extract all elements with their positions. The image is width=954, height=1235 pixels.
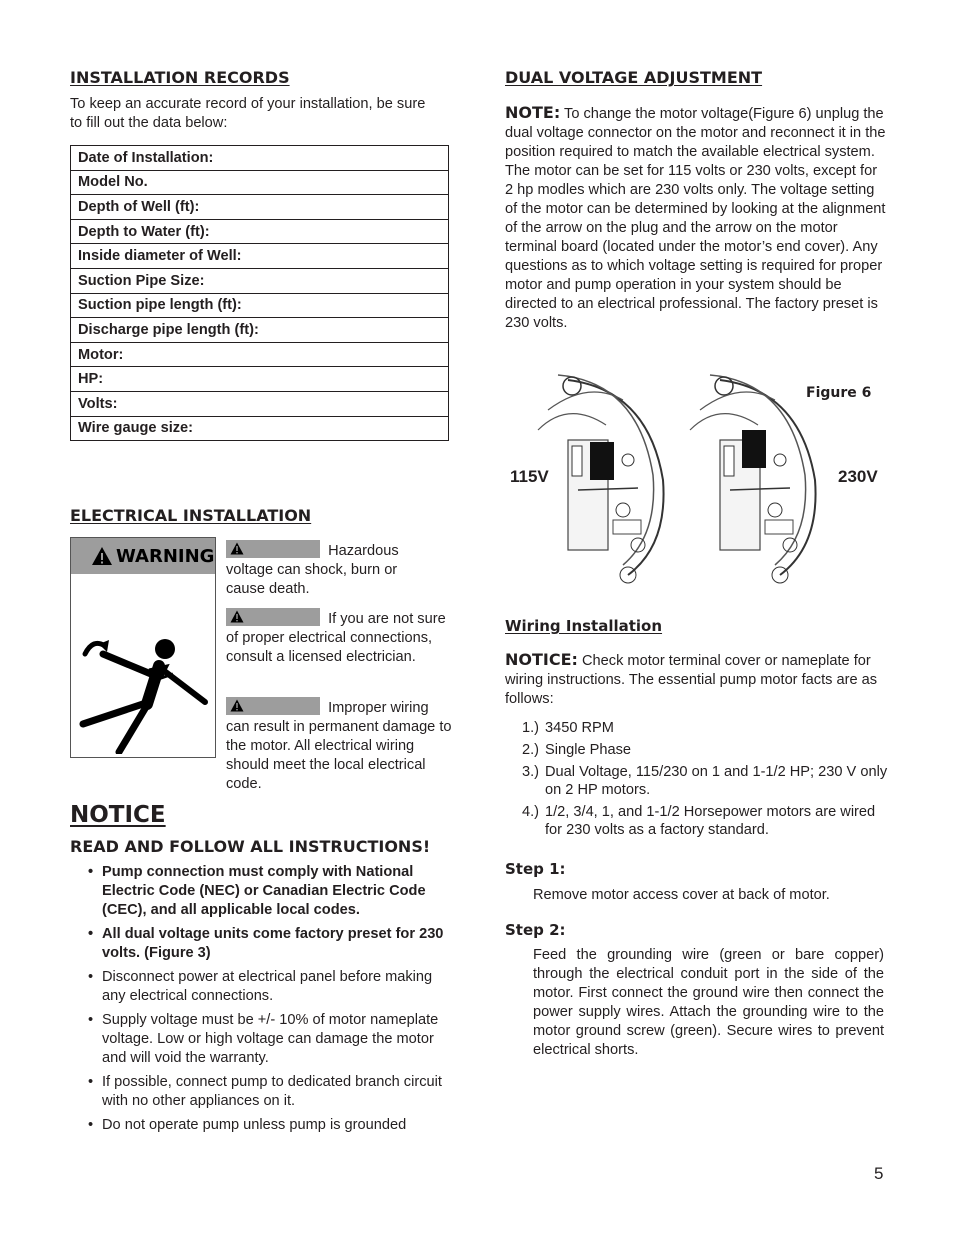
wiring-notice (505, 650, 890, 709)
warning-triangle-icon (230, 699, 244, 712)
bullet-icon: • (88, 1117, 94, 1133)
bullet-text: Pump connection must comply with National Electric Code (NEC) or Canadian Electric Code (CEC), and all applicable local codes. (102, 864, 426, 918)
figure-label: Figure 6 (806, 385, 872, 401)
notice-heading: NOTICE (70, 802, 166, 828)
record-field-label: Suction pipe length (ft): (71, 293, 449, 318)
note-text: To change the motor voltage(Figure 6) unplug the dual voltage connector on the motor and reconnect it in the position required to match the available electrical system. The motor can be set for 115 volts or 230 volts, except for 2 hp modles which are 230 volts only. The voltage setting of the motor can be determined by looking at the alignment of the arrow on the plug and the arrow on the motor terminal board (located under the motor’s end cover). Any questions as to which voltage setting is required for proper motor and pump operation in your system should be directed to an electrical professional. The factory preset is 230 volts. (505, 106, 886, 331)
warning-text-1: Hazardous voltage can shock, burn or cause death. (226, 540, 426, 599)
bullet-icon: • (88, 864, 94, 880)
fact-text: Dual Voltage, 115/230 on 1 and 1-1/2 HP; 230 V only on 2 HP motors. (545, 764, 888, 798)
bullet-text: If possible, connect pump to dedicated branch circuit with no other appliances on it. (102, 1074, 442, 1109)
warning-triangle-icon (230, 542, 244, 555)
bullet-icon: • (88, 926, 94, 942)
bullet-icon: • (88, 1074, 94, 1090)
list-item (70, 1011, 455, 1068)
fact-number: 1.) (522, 720, 540, 736)
installation-records-heading: INSTALLATION RECORDS (70, 68, 290, 87)
warning-tag-3 (226, 697, 320, 715)
installation-records-table (70, 145, 449, 441)
table-row (71, 416, 449, 441)
bullet-text: Do not operate pump unless pump is grounded (102, 1117, 407, 1133)
motor-terminal-230v-diagram (680, 370, 830, 590)
list-item (505, 719, 890, 737)
record-field-label: Volts: (71, 391, 449, 416)
list-item (70, 1116, 455, 1135)
warning-text-3: Improper wiring can result in permanent damage to the motor. All electrical wiring should meet the local electrical code. (226, 697, 452, 794)
motor-facts-list (505, 719, 890, 843)
record-field-label: Motor: (71, 342, 449, 367)
motor-terminal-115v-diagram (528, 370, 678, 590)
bullet-text: Supply voltage must be +/- 10% of motor nameplate voltage. Low or high voltage can damage the motor and will void the warranty. (102, 1012, 439, 1066)
bullet-icon: • (88, 1012, 94, 1028)
list-item (70, 1073, 455, 1111)
read-follow-heading: READ AND FOLLOW ALL INSTRUCTIONS! (70, 837, 431, 856)
list-item (505, 763, 890, 799)
fact-text: 1/2, 3/4, 1, and 1-1/2 Horsepower motors are wired for 230 volts as a factory standard. (545, 804, 876, 838)
notice-text: Check motor terminal cover or nameplate for wiring instructions. The essential pump motor facts are as follows: (505, 653, 878, 707)
table-row (71, 367, 449, 392)
electrical-installation-heading: ELECTRICAL INSTALLATION (70, 506, 312, 525)
fact-text: Single Phase (545, 742, 632, 758)
table-row (71, 195, 449, 220)
record-field-label: Discharge pipe length (ft): (71, 318, 449, 343)
table-row (71, 219, 449, 244)
electric-shock-icon (71, 574, 215, 754)
bullet-text: All dual voltage units come factory preset for 230 volts. (Figure 3) (102, 926, 444, 961)
warning-tag-2 (226, 608, 320, 626)
warning-label: WARNING (116, 545, 215, 567)
record-field-label: Wire gauge size: (71, 416, 449, 441)
dual-voltage-heading: DUAL VOLTAGE ADJUSTMENT (505, 68, 763, 87)
fact-number: 4.) (522, 804, 540, 820)
notice-bullet-list (70, 863, 455, 1140)
table-row (71, 318, 449, 343)
record-field-label: Depth of Well (ft): (71, 195, 449, 220)
fact-number: 2.) (522, 742, 540, 758)
list-item (505, 803, 890, 839)
fact-text: 3450 RPM (545, 720, 614, 736)
record-field-label: HP: (71, 367, 449, 392)
table-row (71, 268, 449, 293)
step-1-title: Step 1: (505, 860, 566, 878)
record-field-label: Date of Installation: (71, 146, 449, 171)
page-number: 5 (874, 1164, 884, 1183)
records-intro: To keep an accurate record of your installation, be sure to fill out the data below: (70, 96, 426, 131)
table-row (71, 342, 449, 367)
table-row (71, 244, 449, 269)
list-item (505, 741, 890, 759)
table-row (71, 146, 449, 171)
step-1-text: Remove motor access cover at back of motor. (533, 887, 830, 903)
table-row (71, 293, 449, 318)
wiring-installation-heading: Wiring Installation (505, 617, 663, 635)
table-row (71, 391, 449, 416)
list-item (70, 863, 455, 920)
record-field-label: Depth to Water (ft): (71, 219, 449, 244)
warning-box (70, 537, 216, 758)
dual-voltage-note (505, 103, 887, 333)
voltage-115-label: 115V (510, 467, 549, 486)
step-2-title: Step 2: (505, 921, 566, 939)
bullet-text: Disconnect power at electrical panel before making any electrical connections. (102, 969, 433, 1004)
warning-header (71, 538, 215, 574)
record-field-label: Suction Pipe Size: (71, 268, 449, 293)
voltage-230-label: 230V (838, 467, 878, 486)
warning-triangle-icon (230, 610, 244, 623)
list-item (70, 968, 455, 1006)
table-row (71, 170, 449, 195)
step-2-text: Feed the grounding wire (green or bare copper) through the electrical conduit port in the side of the motor. First connect the ground wire then connect the power supply wires. Attach the grounding wire to the motor ground screw (green). Secure wires to prevent electrical shorts. (533, 947, 884, 1058)
record-field-label: Inside diameter of Well: (71, 244, 449, 269)
bullet-icon: • (88, 969, 94, 985)
warning-tag-1 (226, 540, 320, 558)
warning-triangle-icon (91, 546, 113, 566)
list-item (70, 925, 455, 963)
record-field-label: Model No. (71, 170, 449, 195)
warning-text-2: If you are not sure of proper electrical connections, consult a licensed electrician. (226, 608, 446, 667)
note-label: NOTE: (505, 103, 561, 122)
fact-number: 3.) (522, 764, 540, 780)
notice-label: NOTICE: (505, 650, 578, 669)
